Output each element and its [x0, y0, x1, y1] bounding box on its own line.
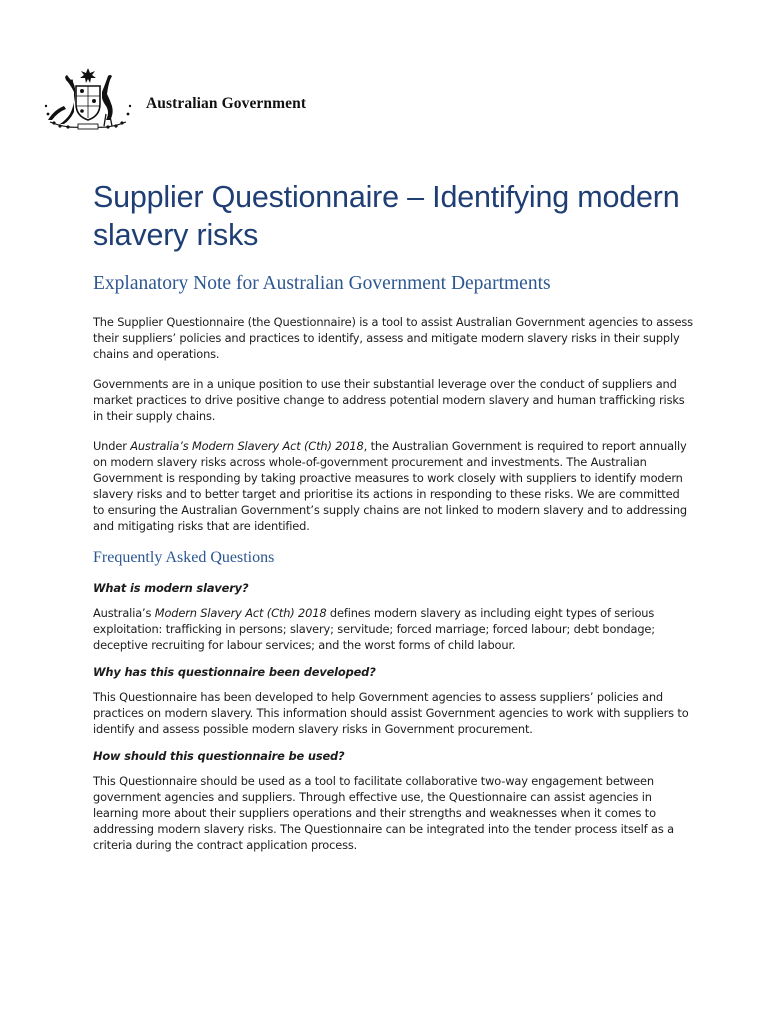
faq-answer-1-lead: Australia’s: [93, 606, 155, 620]
faq-answer-2: This Questionnaire has been developed to help Government agencies to assess suppliers’ policies and practices on modern slavery. This information should assist Government agencies to work with suppliers to identify and assess possible modern slavery risks in Government procurement.: [93, 690, 689, 736]
faq-question-3: How should this questionnaire be used?: [93, 749, 345, 763]
act-title: Australia’s Modern Slavery Act (Cth) 2018: [130, 439, 364, 453]
faq-answer-1-rest: defines modern slavery as including eight types of serious exploitation: trafficking in persons; slavery; servitude; forced marriage; forced labour; debt bondage; deceptive recruiting for labour services; and the worst forms of child labour.: [93, 606, 655, 652]
faq-answer-3: This Questionnaire should be used as a tool to facilitate collaborative two-way engagement between government agencies and suppliers. Through effective use, the Questionnaire can assist agencies in learning more about their suppliers operations and their strengths and weaknesses when it comes to addressing modern slavery risks. The Questionnaire can be integrated into the tender process itself as a criteria during the contract application process.: [93, 774, 674, 852]
faq-question-2: Why has this questionnaire been developed?: [93, 665, 376, 679]
faq-answer-1-act-title: Modern Slavery Act (Cth) 2018: [154, 606, 327, 620]
intro-paragraph-1: The Supplier Questionnaire (the Questionnaire) is a tool to assist Australian Government agencies to assess their suppliers’ policies and practices to identify, assess and mitigate modern slavery risks in their supply chains and operations.: [93, 315, 693, 361]
government-logo: [40, 66, 306, 132]
intro-paragraph-3-rest: , the Australian Government is required to report annually on modern slavery risks across whole-of-government procurement and investments. The Australian Government is responding by taking proactive measures to work closely with suppliers to identify modern slavery risks and to better target and prioritise its actions in responding to these risks. We are committed to ensuring the Australian Government’s supply chains are not linked to modern slavery and to addressing and mitigating risks that are identified.: [93, 439, 687, 533]
faq-heading: Frequently Asked Questions: [93, 549, 275, 566]
intro-paragraph-2: Governments are in a unique position to use their substantial leverage over the conduct of suppliers and market practices to drive positive change to address potential modern slavery and human trafficking risks in their supply chains.: [93, 377, 685, 423]
coat-of-arms-icon: [40, 66, 136, 132]
document-body: [93, 178, 693, 853]
government-name: Australian Government: [146, 95, 307, 112]
intro-paragraph-3: [93, 438, 693, 534]
intro-paragraph-3-lead: Under: [93, 439, 131, 453]
page-title: Supplier Questionnaire – Identifying modern slavery risks: [93, 180, 680, 252]
faq-answer-1: [93, 605, 693, 653]
faq-question-1: What is modern slavery?: [93, 581, 249, 595]
page-subtitle: Explanatory Note for Australian Government Departments: [93, 273, 551, 294]
